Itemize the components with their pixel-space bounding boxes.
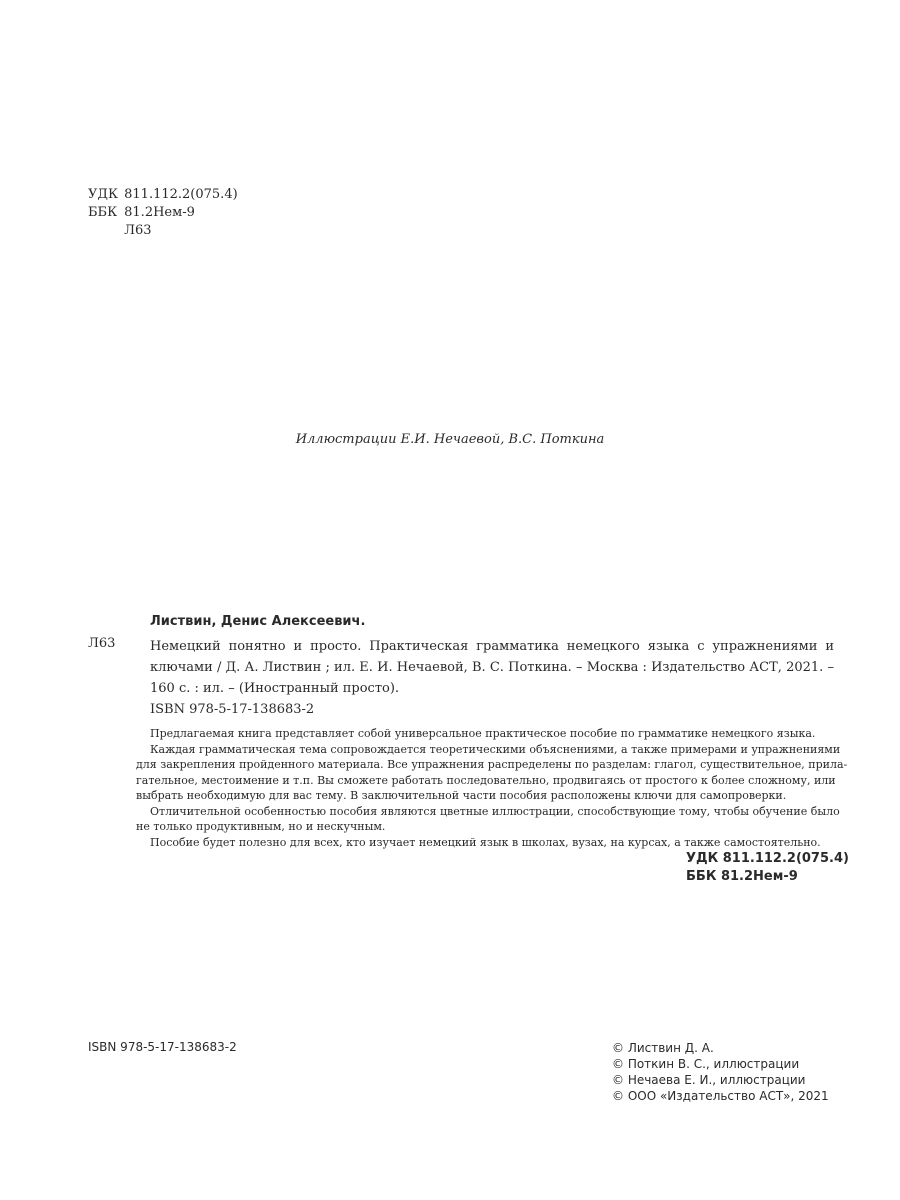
abstract-line: не только продуктивным, но и нескучным. xyxy=(136,820,386,833)
copyright-line: © Листвин Д. А. xyxy=(612,1041,714,1055)
classification-codes-bottom xyxy=(686,850,849,886)
abstract-line: Каждая грамматическая тема сопровождается теоретическими объяснениями, а также примерами и упражнениями xyxy=(150,742,841,756)
classification-codes-top xyxy=(88,186,238,240)
author-name: Листвин, Денис Алексеевич. xyxy=(150,614,366,629)
description-line: Немецкий понятно и просто. Практическая грамматика немецкого языка с упражнениями и xyxy=(150,639,834,654)
description-line: ключами / Д. А. Листвин ; ил. Е. И. Нечаевой, В. С. Поткина. – Москва : Издательство АСТ, 2021. – xyxy=(150,660,834,675)
abstract-line: гательное, местоимение и т.п. Вы сможете работать последовательно, продвигаясь от простого к более сложному, или xyxy=(136,773,836,787)
abstract-line: Отличительной особенностью пособия являются цветные иллюстрации, способствующие тому, чтобы обучение было xyxy=(150,804,840,818)
copyright-block xyxy=(612,1040,829,1104)
copyright-line: © ООО «Издательство АСТ», 2021 xyxy=(612,1089,829,1103)
copyright-line: © Нечаева Е. И., иллюстрации xyxy=(612,1073,806,1087)
udk-label: УДК xyxy=(88,187,119,202)
isbn-footer: ISBN 978-5-17-138683-2 xyxy=(88,1040,237,1054)
abstract-line: для закрепления пройденного материала. Все упражнения распределены по разделам: глагол, существительное, прила- xyxy=(136,758,848,771)
udk-value: 811.112.2(075.4) xyxy=(124,187,238,202)
author-sign-top: Л63 xyxy=(124,223,152,238)
author-sign: Л63 xyxy=(88,636,116,651)
bbk-bottom: ББК 81.2Нем-9 xyxy=(686,869,798,884)
illustrations-credit: Иллюстрации Е.И. Нечаевой, В.С. Поткина xyxy=(295,432,605,447)
abstract xyxy=(136,726,848,850)
bbk-label: ББК xyxy=(88,205,118,220)
isbn-record: ISBN 978-5-17-138683-2 xyxy=(150,702,315,717)
abstract-line: Пособие будет полезно для всех, кто изучает немецкий язык в школах, вузах, на курсах, а также самостоятельно. xyxy=(150,835,821,849)
bbk-value: 81.2Нем-9 xyxy=(124,205,195,220)
bibliographic-description xyxy=(150,636,834,699)
description-line: 160 с. : ил. – (Иностранный просто). xyxy=(150,681,400,696)
abstract-line: выбрать необходимую для вас тему. В заключительной части пособия расположены ключи для самопроверки. xyxy=(136,789,787,802)
copyright-line: © Поткин В. С., иллюстрации xyxy=(612,1057,800,1071)
udk-bottom: УДК 811.112.2(075.4) xyxy=(686,851,849,866)
abstract-line: Предлагаемая книга представляет собой универсальное практическое пособие по грамматике немецкого языка. xyxy=(150,727,816,740)
